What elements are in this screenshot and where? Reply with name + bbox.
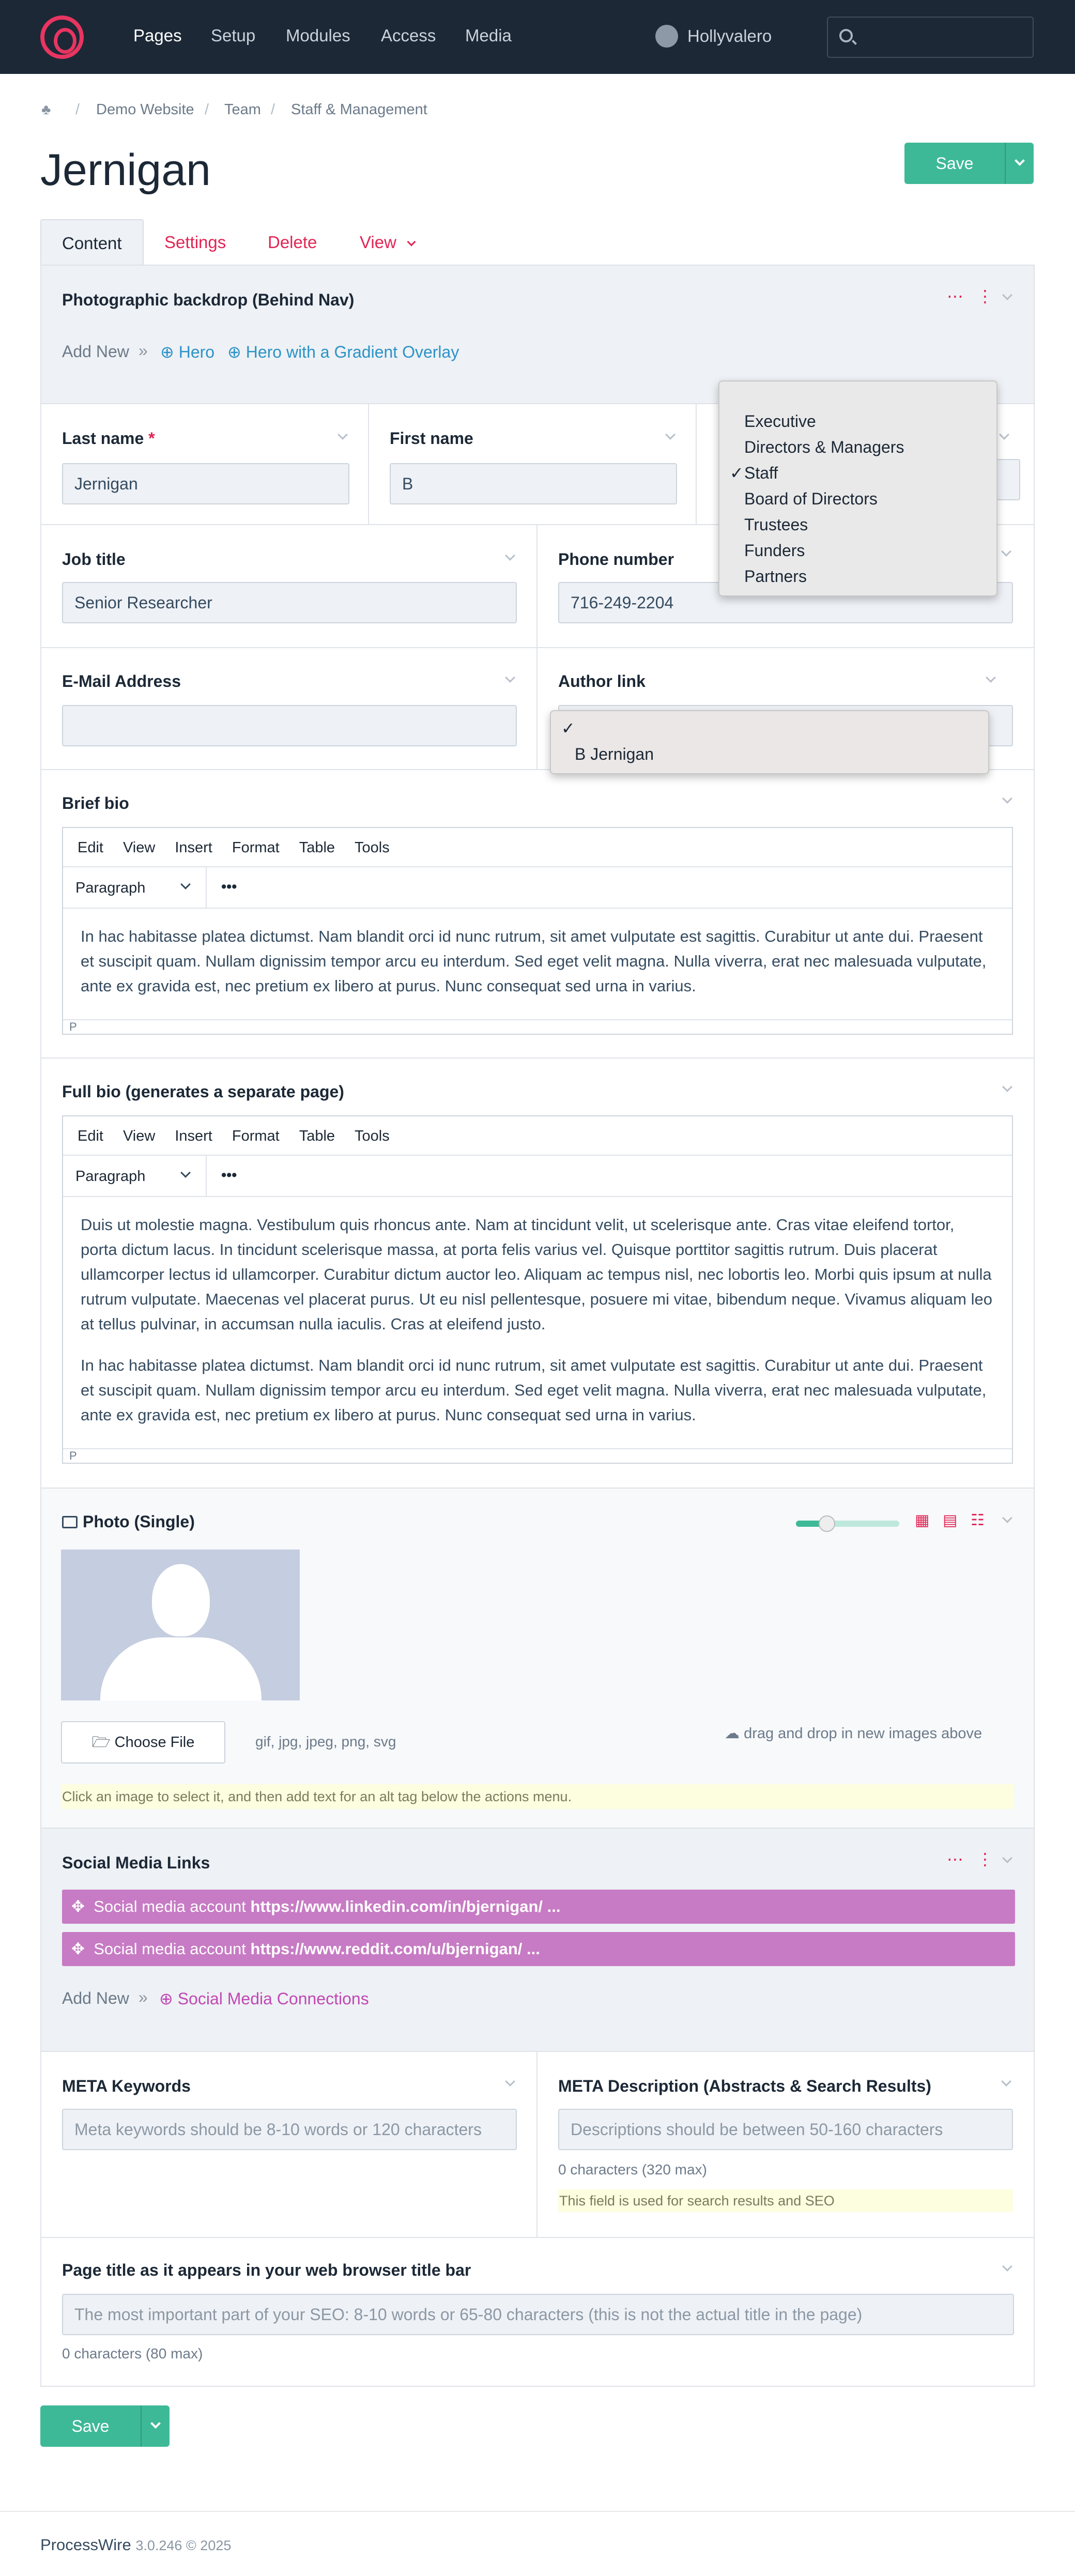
- chevron-down-icon[interactable]: [505, 672, 515, 683]
- double-chevron-icon: »: [139, 1988, 148, 2006]
- add-social-connection-label: Social Media Connections: [177, 1989, 369, 2008]
- meta-keywords-field: [40, 2051, 538, 2238]
- footer-brand[interactable]: ProcessWire: [40, 2536, 131, 2554]
- image-icon: [62, 1516, 78, 1528]
- chevron-down-icon[interactable]: [180, 1168, 191, 1178]
- full-bio-field: [40, 1057, 1035, 1489]
- add-hero-label: Hero: [178, 343, 215, 361]
- save-options-dropdown[interactable]: [1005, 143, 1034, 184]
- menu-edit[interactable]: Edit: [78, 839, 103, 856]
- choose-file-button[interactable]: [61, 1721, 225, 1764]
- tree-icon[interactable]: ♣: [41, 101, 51, 117]
- breadcrumb-team[interactable]: Team: [224, 101, 261, 118]
- photo-label-text: Photo (Single): [83, 1512, 195, 1531]
- author-link-label: Author link: [558, 672, 646, 691]
- add-hero-gradient-label: Hero with a Gradient Overlay: [245, 343, 459, 361]
- menu-table[interactable]: Table: [299, 839, 335, 856]
- drag-drop-text: drag and drop in new images above: [744, 1725, 982, 1742]
- cloud-upload-icon: ☁: [725, 1725, 740, 1742]
- bio-paragraph: In hac habitasse platea dictumst. Nam blandit orci id nunc rutrum, sit amet vulputate est sagittis. Curabitur ut ante dui. Praesent et suscipit quam. Nullam dignissim tempor arcu eu interdum. Sed eget velit magna. Nulla viverra, erat nec malesuada vulputate, ante ex gravida est, nec pretium ex libero at purus. Nunc consequat sed urna in varius.: [81, 927, 987, 995]
- editor-toolbar: [63, 867, 1012, 909]
- editor-body[interactable]: [63, 909, 1012, 1014]
- chevron-down-icon[interactable]: [505, 2076, 515, 2087]
- author-dropdown-list[interactable]: [550, 710, 989, 774]
- editor-toolbar: [63, 1156, 1012, 1197]
- social-item-url: https://www.linkedin.com/in/bjernigan/ ...: [250, 1897, 561, 1915]
- tab-delete[interactable]: Delete: [268, 233, 317, 252]
- user-name: Hollyvalero: [687, 26, 772, 45]
- category-dropdown-list[interactable]: [718, 380, 997, 596]
- nav-setup[interactable]: Setup: [211, 26, 256, 45]
- last-name-field: [40, 403, 369, 525]
- last-name-label-text: Last name: [62, 429, 144, 448]
- add-hero-gradient-link[interactable]: ⊕ Hero with a Gradient Overlay: [227, 343, 459, 361]
- meta-description-label: META Description (Abstracts & Search Results): [558, 2077, 931, 2095]
- processwire-logo-icon[interactable]: [40, 16, 84, 59]
- option-label: Staff: [744, 464, 778, 482]
- first-name-field: [368, 403, 697, 525]
- nav-pages[interactable]: Pages: [133, 26, 182, 45]
- job-title-input[interactable]: Senior Researcher: [62, 582, 517, 623]
- social-item-prefix: Social media account: [94, 1897, 246, 1915]
- user-avatar-icon: [655, 25, 678, 48]
- phone-input[interactable]: 716-249-2204: [558, 582, 1013, 623]
- last-name-label: [62, 429, 155, 448]
- category-option[interactable]: [719, 486, 996, 512]
- add-new-label: Add New: [62, 342, 129, 361]
- social-item[interactable]: [62, 1890, 1015, 1924]
- tab-content[interactable]: Content: [40, 219, 144, 266]
- tab-settings[interactable]: Settings: [164, 233, 226, 252]
- menu-format[interactable]: Format: [232, 1128, 280, 1144]
- meta-description-count: 0 characters (320 max): [558, 2161, 707, 2178]
- menu-tools[interactable]: Tools: [355, 1128, 390, 1144]
- more-tools-button[interactable]: •••: [221, 879, 237, 895]
- search-input[interactable]: [827, 17, 1034, 58]
- add-new-label: Add New: [62, 1989, 129, 2007]
- chevron-down-icon[interactable]: [665, 430, 675, 440]
- browser-title-count: 0 characters (80 max): [62, 2345, 203, 2362]
- browser-title-field: [40, 2237, 1035, 2387]
- folder-icon: 🗁: [91, 1734, 111, 1751]
- nav-access[interactable]: Access: [381, 26, 436, 45]
- browser-title-input[interactable]: The most important part of your SEO: 8-10 words or 65-80 characters (this is not the actual title in the page): [62, 2294, 1014, 2335]
- breadcrumb-demo-website[interactable]: Demo Website: [96, 101, 194, 118]
- add-hero-link[interactable]: ⊕ Hero: [160, 343, 215, 361]
- chevron-down-icon[interactable]: [1002, 1513, 1012, 1523]
- option-label: Funders: [744, 541, 805, 560]
- chevron-down-icon[interactable]: [337, 430, 348, 440]
- editor-menubar: [63, 828, 1012, 867]
- drag-drop-hint: [725, 1724, 982, 1742]
- chevron-down-icon: [1015, 156, 1025, 166]
- chevron-down-icon[interactable]: [1002, 793, 1012, 804]
- menu-view[interactable]: View: [122, 1128, 156, 1144]
- more-tools-button[interactable]: •••: [221, 1167, 237, 1184]
- social-item-url: https://www.reddit.com/u/bjernigan/ ...: [250, 1940, 540, 1958]
- bio-paragraph: In hac habitasse platea dictumst. Nam blandit orci id nunc rutrum, sit amet vulputate est sagittis. Curabitur ut ante dui. Praesent et suscipit quam. Nullam dignissim tempor arcu eu interdum. Sed eget velit magna. Nulla viverra, erat nec malesuada vulputate, ante ex gravida est, nec pretium ex libero at purus. Nunc consequat sed urna in varius.: [81, 1356, 987, 1424]
- tab-view[interactable]: [339, 219, 435, 266]
- social-links-label: Social Media Links: [62, 1853, 210, 1872]
- checkmark-icon: ✓: [561, 719, 575, 738]
- phone-label: Phone number: [558, 550, 674, 569]
- category-option-selected[interactable]: [719, 460, 996, 486]
- thumb-size-slider[interactable]: [796, 1521, 899, 1527]
- category-option[interactable]: [719, 538, 996, 563]
- menu-view[interactable]: View: [122, 839, 156, 856]
- email-label: E-Mail Address: [62, 672, 181, 691]
- email-field: [40, 647, 538, 770]
- editor-menubar: [63, 1116, 1012, 1156]
- allowed-extensions: gif, jpg, jpeg, png, svg: [255, 1734, 396, 1750]
- chevron-down-icon: [407, 238, 416, 247]
- toolbar-divider: [206, 1156, 207, 1196]
- browser-title-label: Page title as it appears in your web browser title bar: [62, 2261, 471, 2279]
- toolbar-divider: [206, 867, 207, 908]
- save-options-dropdown[interactable]: [141, 2405, 170, 2447]
- search-icon: [839, 29, 853, 42]
- drag-handle-icon[interactable]: ✥: [71, 1940, 85, 1958]
- chevron-down-icon[interactable]: [999, 430, 1009, 440]
- breadcrumb-separator: /: [75, 101, 80, 118]
- bio-paragraph: Duis ut molestie magna. Vestibulum quis rhoncus ante. Nam at tincidunt velit, ut scelerisque ante. Cras vitae eleifend tortor, porta dictum lacus. In tincidunt scelerisque massa, at porta felis varius vel. Quisque porttitor sagittis rutrum. Duis placerat ullamcorper lectus id ullamcorper. Curabitur dictum auctor leo. Aliquam ac tempus nisl, nec lobortis leo. Morbi quis ipsum at nulla rutrum vulputate. Maecenas vel placerat purus. Ut eu nisl pellentesque, posuere mi vitae, bibendum neque. Vivamus aliquam leo at tellus pulvinar, in accumsan nulla iaculis. Cras at eleifend justo.: [81, 1216, 992, 1333]
- editor-statusbar: P: [63, 1019, 1012, 1035]
- email-input[interactable]: [62, 705, 517, 746]
- menu-table[interactable]: Table: [299, 1128, 335, 1144]
- author-option-selected[interactable]: [551, 715, 988, 741]
- add-social-connection-link[interactable]: ⊕ Social Media Connections: [159, 1989, 369, 2008]
- category-option[interactable]: [719, 434, 996, 460]
- option-label: Board of Directors: [744, 489, 878, 508]
- category-option[interactable]: [719, 563, 996, 589]
- photo-field: [40, 1488, 1035, 1829]
- save-button-bottom[interactable]: Save: [40, 2405, 141, 2447]
- nav-modules[interactable]: Modules: [286, 26, 350, 45]
- photo-notice: Click an image to select it, and then add text for an alt tag below the actions menu.: [61, 1784, 1014, 1809]
- top-navbar: [0, 0, 1075, 74]
- photo-label: [62, 1512, 195, 1531]
- full-bio-label: Full bio (generates a separate page): [62, 1082, 344, 1101]
- more-icon[interactable]: ⋯: [947, 1850, 963, 1868]
- footer-version: 3.0.246 © 2025: [135, 2538, 232, 2553]
- nav-media[interactable]: Media: [465, 26, 512, 45]
- category-option[interactable]: [719, 512, 996, 538]
- breadcrumb-staff-management[interactable]: Staff & Management: [291, 101, 427, 118]
- block-format-select[interactable]: Paragraph: [75, 880, 146, 896]
- chevron-down-icon[interactable]: [1001, 546, 1011, 557]
- editor-body[interactable]: [63, 1197, 1012, 1443]
- brief-bio-editor[interactable]: [62, 827, 1013, 1035]
- option-label: Partners: [744, 567, 807, 586]
- option-label: Executive: [744, 412, 816, 431]
- chevron-down-icon: [150, 2418, 161, 2429]
- chevron-down-icon[interactable]: [1002, 1082, 1012, 1092]
- drag-handle-icon[interactable]: ✥: [71, 1897, 85, 1915]
- backdrop-label: Photographic backdrop (Behind Nav): [62, 290, 355, 309]
- footer-divider: [0, 2511, 1075, 2512]
- category-option[interactable]: [719, 408, 996, 434]
- required-marker: *: [148, 429, 155, 448]
- chevron-down-icon[interactable]: [1001, 2076, 1011, 2087]
- footer: [40, 2536, 231, 2554]
- list-view-icon[interactable]: ☷: [971, 1512, 985, 1529]
- chevron-down-icon[interactable]: [180, 879, 191, 890]
- photo-thumbnail[interactable]: [61, 1550, 300, 1700]
- avatar-body: [100, 1637, 262, 1700]
- chevron-down-icon[interactable]: [1002, 2261, 1012, 2272]
- save-button-top[interactable]: Save: [904, 143, 1005, 184]
- social-links-panel: [40, 1828, 1035, 2052]
- user-menu[interactable]: [655, 25, 772, 48]
- more-icon[interactable]: ⋯: [947, 287, 963, 305]
- slider-handle[interactable]: [819, 1515, 835, 1532]
- breadcrumb-separator: /: [205, 101, 209, 118]
- vertical-menu-icon[interactable]: ⋮: [977, 287, 993, 305]
- author-option[interactable]: [551, 741, 988, 767]
- job-title-field: [40, 524, 538, 648]
- meta-keywords-input[interactable]: Meta keywords should be 8-10 words or 120 characters: [62, 2109, 517, 2150]
- double-chevron-icon: »: [139, 341, 148, 360]
- last-name-input[interactable]: Jernigan: [62, 463, 349, 504]
- first-name-input[interactable]: B: [390, 463, 677, 504]
- menu-edit[interactable]: Edit: [78, 1128, 103, 1144]
- full-bio-editor[interactable]: [62, 1115, 1013, 1464]
- menu-insert[interactable]: Insert: [175, 1128, 212, 1144]
- job-title-label: Job title: [62, 550, 126, 569]
- breadcrumb-separator: /: [271, 101, 275, 118]
- tab-view-label: View: [360, 233, 396, 252]
- editor-statusbar: P: [63, 1448, 1012, 1464]
- chevron-down-icon[interactable]: [986, 672, 996, 683]
- avatar-head: [152, 1564, 210, 1636]
- chevron-down-icon[interactable]: [1002, 290, 1012, 300]
- menu-insert[interactable]: Insert: [175, 839, 212, 856]
- meta-description-input[interactable]: Descriptions should be between 50-160 characters: [558, 2109, 1013, 2150]
- grid-view-icon[interactable]: ▦: [915, 1512, 930, 1529]
- meta-description-note: This field is used for search results and SEO: [558, 2189, 1013, 2212]
- block-format-select[interactable]: Paragraph: [75, 1168, 146, 1185]
- brief-bio-label: Brief bio: [62, 794, 129, 812]
- left-view-icon[interactable]: ▤: [943, 1512, 958, 1529]
- menu-format[interactable]: Format: [232, 839, 280, 856]
- social-item-prefix: Social media account: [94, 1940, 246, 1958]
- vertical-menu-icon[interactable]: ⋮: [977, 1850, 993, 1868]
- chevron-down-icon[interactable]: [505, 550, 515, 561]
- option-label: B Jernigan: [575, 745, 654, 763]
- meta-keywords-label: META Keywords: [62, 2077, 191, 2095]
- meta-description-field: [536, 2051, 1035, 2238]
- choose-file-label: Choose File: [114, 1734, 195, 1751]
- checkmark-icon: ✓: [730, 464, 744, 482]
- option-label: Trustees: [744, 515, 808, 534]
- menu-tools[interactable]: Tools: [355, 839, 390, 856]
- first-name-label: First name: [390, 429, 473, 448]
- brief-bio-field: [40, 769, 1035, 1059]
- chevron-down-icon[interactable]: [1002, 1853, 1012, 1863]
- page-title: Jernigan: [40, 145, 211, 195]
- social-item[interactable]: [62, 1932, 1015, 1966]
- option-label: Directors & Managers: [744, 438, 904, 456]
